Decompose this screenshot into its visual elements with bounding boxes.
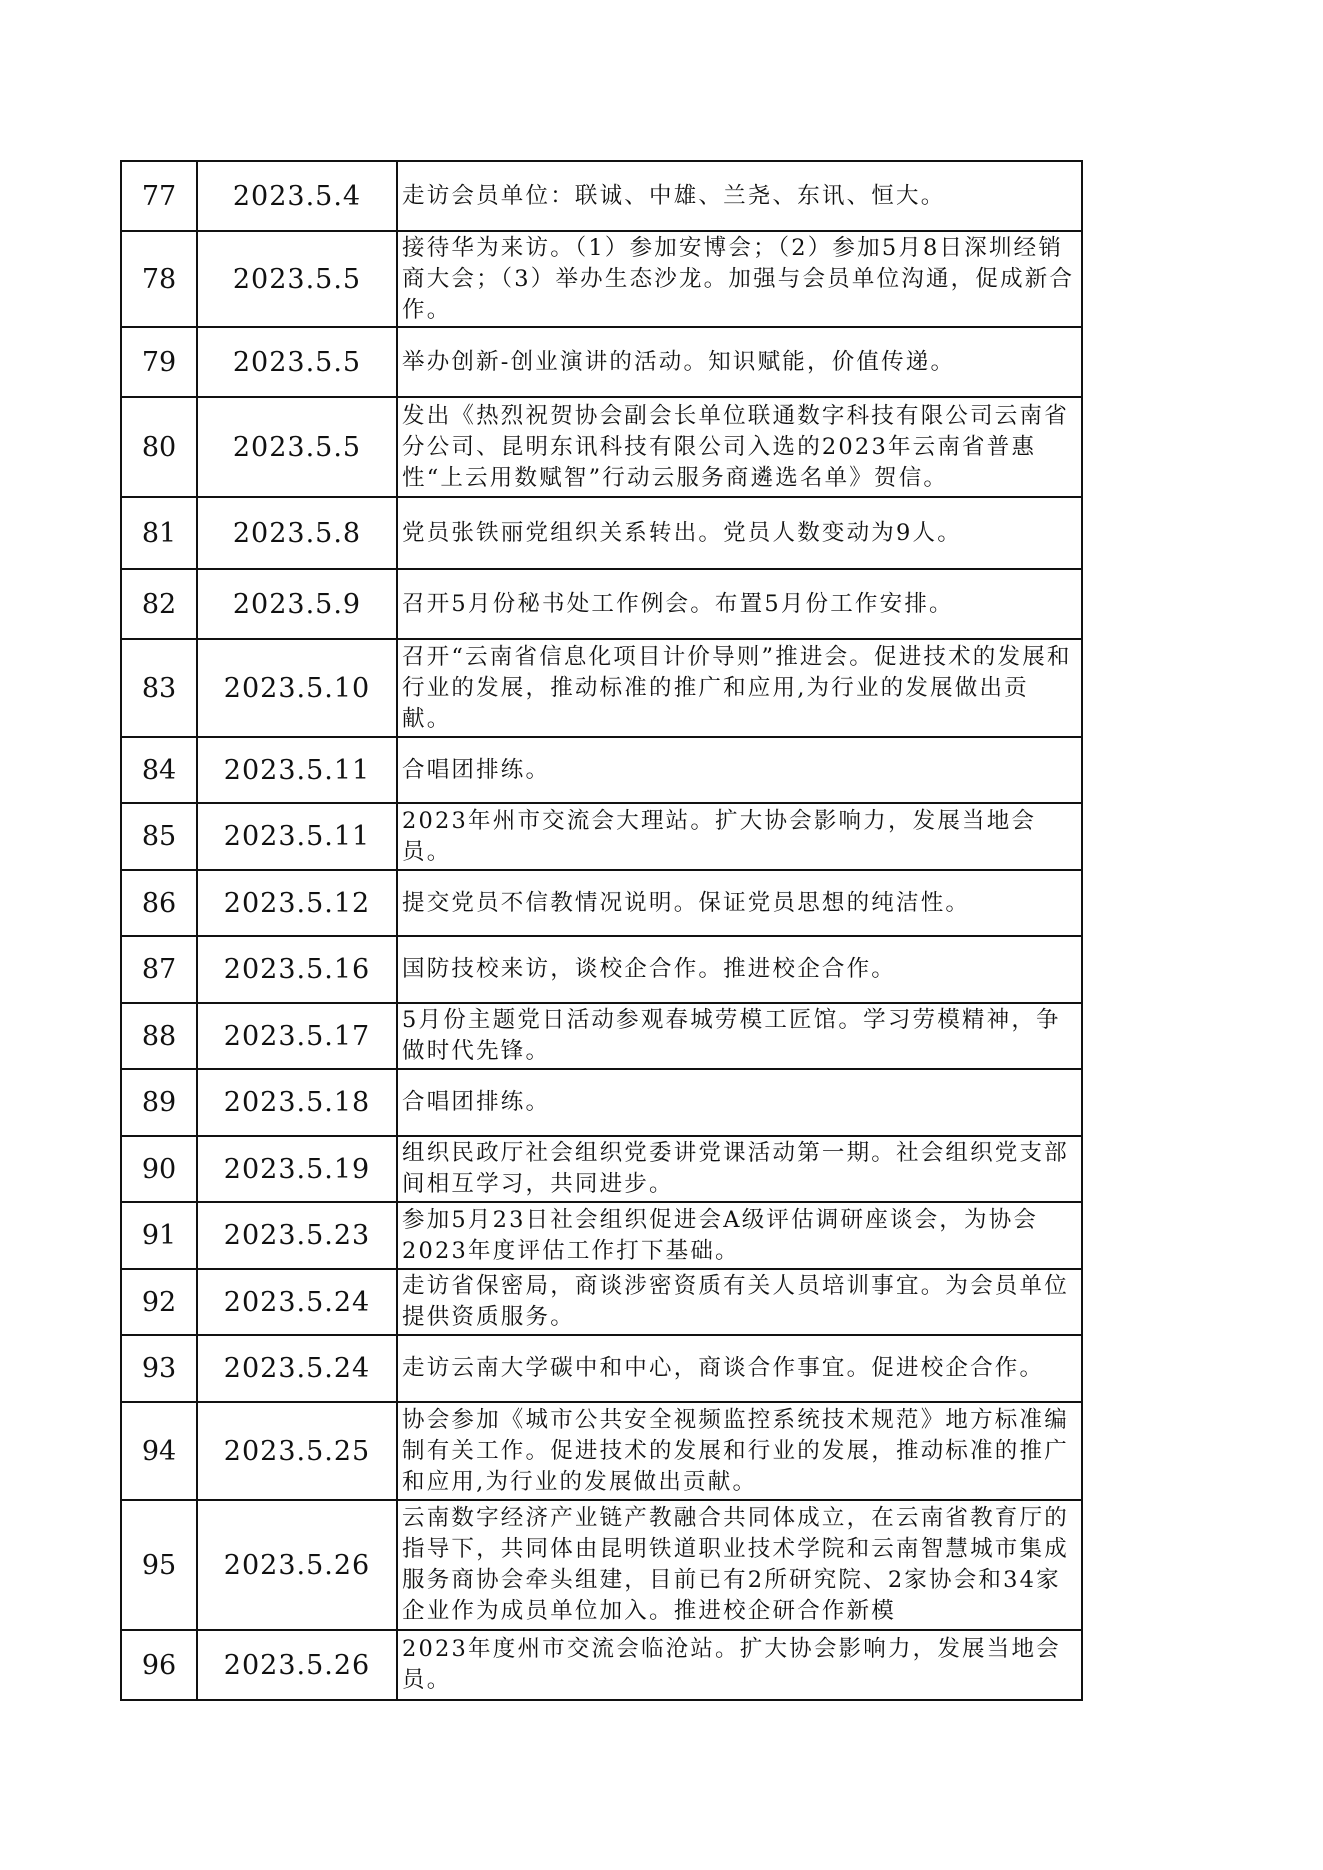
row-description: 举办创新-创业演讲的活动。知识赋能，价值传递。 xyxy=(397,327,1082,397)
row-description: 组织民政厅社会组织党委讲党课活动第一期。社会组织党支部间相互学习，共同进步。 xyxy=(397,1136,1082,1202)
table-row xyxy=(121,161,1082,231)
row-date: 2023.5.9 xyxy=(197,569,397,639)
row-number: 89 xyxy=(121,1069,197,1136)
row-description: 5月份主题党日活动参观春城劳模工匠馆。学习劳模精神，争做时代先锋。 xyxy=(397,1003,1082,1069)
row-description: 接待华为来访。（1）参加安博会；（2）参加5月8日深圳经销商大会；（3）举办生态沙龙。加强与会员单位沟通，促成新合作。 xyxy=(397,231,1082,327)
row-date: 2023.5.11 xyxy=(197,803,397,870)
table-row xyxy=(121,1003,1082,1069)
row-date: 2023.5.18 xyxy=(197,1069,397,1136)
work-log-table xyxy=(120,160,1083,1701)
row-number: 78 xyxy=(121,231,197,327)
row-description: 党员张铁丽党组织关系转出。党员人数变动为9人。 xyxy=(397,497,1082,569)
row-description: 提交党员不信教情况说明。保证党员思想的纯洁性。 xyxy=(397,870,1082,936)
row-date: 2023.5.24 xyxy=(197,1269,397,1335)
row-description: 协会参加《城市公共安全视频监控系统技术规范》地方标准编制有关工作。促进技术的发展和行业的发展，推动标准的推广和应用,为行业的发展做出贡献。 xyxy=(397,1402,1082,1500)
row-date: 2023.5.12 xyxy=(197,870,397,936)
row-number: 92 xyxy=(121,1269,197,1335)
row-number: 90 xyxy=(121,1136,197,1202)
table-row xyxy=(121,1402,1082,1500)
row-number: 96 xyxy=(121,1630,197,1700)
row-description: 召开“云南省信息化项目计价导则”推进会。促进技术的发展和行业的发展，推动标准的推广和应用,为行业的发展做出贡献。 xyxy=(397,639,1082,737)
table-row xyxy=(121,1335,1082,1402)
row-number: 93 xyxy=(121,1335,197,1402)
row-number: 94 xyxy=(121,1402,197,1500)
table-row xyxy=(121,1136,1082,1202)
row-date: 2023.5.24 xyxy=(197,1335,397,1402)
row-description: 发出《热烈祝贺协会副会长单位联通数字科技有限公司云南省分公司、昆明东讯科技有限公司入选的2023年云南省普惠性“上云用数赋智”行动云服务商遴选名单》贺信。 xyxy=(397,397,1082,497)
table-row xyxy=(121,231,1082,327)
row-number: 81 xyxy=(121,497,197,569)
row-number: 95 xyxy=(121,1500,197,1630)
row-date: 2023.5.26 xyxy=(197,1500,397,1630)
row-description: 云南数字经济产业链产教融合共同体成立，在云南省教育厅的指导下，共同体由昆明铁道职业技术学院和云南智慧城市集成服务商协会牵头组建，目前已有2所研究院、2家协会和34家企业作为成员单位加入。推进校企研合作新模 xyxy=(397,1500,1082,1630)
table-row xyxy=(121,870,1082,936)
row-date: 2023.5.16 xyxy=(197,936,397,1003)
table-row xyxy=(121,1269,1082,1335)
row-number: 85 xyxy=(121,803,197,870)
row-date: 2023.5.25 xyxy=(197,1402,397,1500)
table-row xyxy=(121,497,1082,569)
row-date: 2023.5.17 xyxy=(197,1003,397,1069)
table-row xyxy=(121,936,1082,1003)
row-number: 87 xyxy=(121,936,197,1003)
table-row xyxy=(121,569,1082,639)
row-number: 80 xyxy=(121,397,197,497)
row-date: 2023.5.10 xyxy=(197,639,397,737)
row-number: 84 xyxy=(121,737,197,803)
table-row xyxy=(121,1630,1082,1700)
row-description: 走访云南大学碳中和中心，商谈合作事宜。促进校企合作。 xyxy=(397,1335,1082,1402)
row-date: 2023.5.4 xyxy=(197,161,397,231)
row-date: 2023.5.19 xyxy=(197,1136,397,1202)
row-date: 2023.5.5 xyxy=(197,397,397,497)
row-date: 2023.5.5 xyxy=(197,327,397,397)
row-description: 走访会员单位：联诚、中雄、兰尧、东讯、恒大。 xyxy=(397,161,1082,231)
row-description: 2023年州市交流会大理站。扩大协会影响力，发展当地会员。 xyxy=(397,803,1082,870)
work-log-body xyxy=(121,161,1082,1700)
table-row xyxy=(121,803,1082,870)
row-date: 2023.5.8 xyxy=(197,497,397,569)
table-row xyxy=(121,1069,1082,1136)
row-description: 走访省保密局，商谈涉密资质有关人员培训事宜。为会员单位提供资质服务。 xyxy=(397,1269,1082,1335)
row-date: 2023.5.23 xyxy=(197,1202,397,1269)
row-description: 2023年度州市交流会临沧站。扩大协会影响力，发展当地会员。 xyxy=(397,1630,1082,1700)
row-number: 88 xyxy=(121,1003,197,1069)
row-description: 参加5月23日社会组织促进会A级评估调研座谈会，为协会2023年度评估工作打下基础。 xyxy=(397,1202,1082,1269)
row-number: 79 xyxy=(121,327,197,397)
table-row xyxy=(121,397,1082,497)
row-description: 召开5月份秘书处工作例会。布置5月份工作安排。 xyxy=(397,569,1082,639)
row-number: 82 xyxy=(121,569,197,639)
table-row xyxy=(121,1202,1082,1269)
row-description: 合唱团排练。 xyxy=(397,1069,1082,1136)
row-description: 合唱团排练。 xyxy=(397,737,1082,803)
row-date: 2023.5.11 xyxy=(197,737,397,803)
row-number: 86 xyxy=(121,870,197,936)
table-row xyxy=(121,737,1082,803)
row-description: 国防技校来访，谈校企合作。推进校企合作。 xyxy=(397,936,1082,1003)
table-row xyxy=(121,1500,1082,1630)
table-row xyxy=(121,639,1082,737)
row-date: 2023.5.26 xyxy=(197,1630,397,1700)
row-number: 77 xyxy=(121,161,197,231)
row-number: 83 xyxy=(121,639,197,737)
table-row xyxy=(121,327,1082,397)
row-number: 91 xyxy=(121,1202,197,1269)
row-date: 2023.5.5 xyxy=(197,231,397,327)
